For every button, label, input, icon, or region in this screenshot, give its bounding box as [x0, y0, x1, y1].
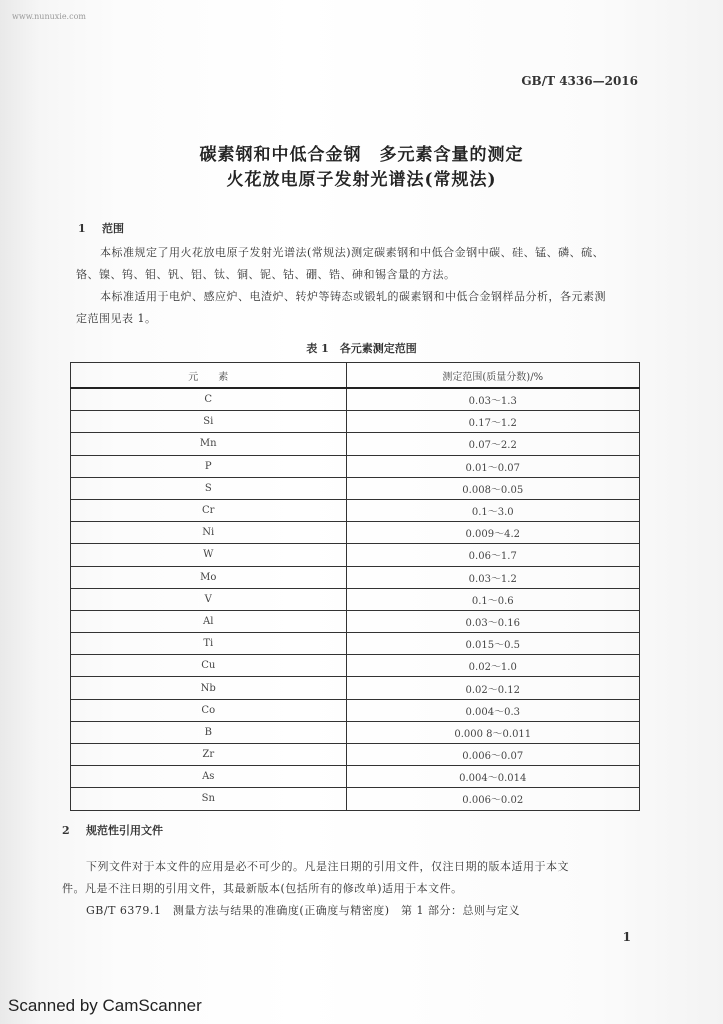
element-cell: Mn — [71, 433, 347, 455]
table-row — [71, 455, 640, 477]
section-1-heading — [78, 220, 124, 236]
range-cell: 0.03～0.16 — [346, 610, 639, 632]
range-cell: 0.1～0.6 — [346, 588, 639, 610]
range-cell: 0.03～1.3 — [346, 388, 639, 411]
standard-number: GB/T 4336—2016 — [521, 74, 638, 88]
paragraph-line: 本标准适用于电炉、感应炉、电渣炉、转炉等铸态或锻轧的碳素钢和中低合金钢样品分析，各元素测 — [100, 290, 606, 303]
section-title: 规范性引用文件 — [86, 824, 163, 837]
element-range-table — [70, 362, 640, 811]
element-cell: Mo — [71, 566, 347, 588]
paragraph-line: 定范围见表 1。 — [76, 312, 157, 325]
element-cell: P — [71, 455, 347, 477]
range-cell: 0.02～1.0 — [346, 655, 639, 677]
element-cell: S — [71, 477, 347, 499]
table-row — [71, 744, 640, 766]
section-number: 2 — [62, 824, 70, 837]
table-row — [71, 388, 640, 411]
element-cell: Si — [71, 411, 347, 433]
element-cell: C — [71, 388, 347, 411]
table-row — [71, 522, 640, 544]
range-cell: 0.02～0.12 — [346, 677, 639, 699]
section-title: 范围 — [102, 222, 124, 235]
element-cell: Al — [71, 610, 347, 632]
range-cell: 0.1～3.0 — [346, 499, 639, 521]
watermark: www.nunuxie.com — [12, 12, 86, 21]
range-cell: 0.006～0.02 — [346, 788, 639, 810]
range-cell: 0.004～0.014 — [346, 766, 639, 788]
element-cell: Ti — [71, 633, 347, 655]
range-cell: 0.008～0.05 — [346, 477, 639, 499]
range-cell: 0.07～2.2 — [346, 433, 639, 455]
table-row — [71, 610, 640, 632]
element-cell: Nb — [71, 677, 347, 699]
paragraph-line: 下列文件对于本文件的应用是必不可少的。凡是注日期的引用文件，仅注日期的版本适用于本文 — [86, 860, 569, 873]
element-cell: Cr — [71, 499, 347, 521]
table-row — [71, 411, 640, 433]
paragraph-line: 铬、镍、钨、钼、钒、铝、钛、铜、铌、钴、硼、锆、砷和锡含量的方法。 — [76, 268, 456, 281]
table-row — [71, 499, 640, 521]
table-row — [71, 566, 640, 588]
table-row — [71, 655, 640, 677]
table-row — [71, 766, 640, 788]
table-row — [71, 633, 640, 655]
range-cell: 0.000 8～0.011 — [346, 721, 639, 743]
table-row — [71, 699, 640, 721]
table-row — [71, 788, 640, 810]
column-header-range: 测定范围(质量分数)/% — [346, 363, 639, 389]
table-row — [71, 721, 640, 743]
element-cell: As — [71, 766, 347, 788]
scanner-watermark: Scanned by CamScanner — [8, 996, 202, 1015]
element-cell: Zr — [71, 744, 347, 766]
element-cell: B — [71, 721, 347, 743]
element-cell: W — [71, 544, 347, 566]
element-cell: V — [71, 588, 347, 610]
title-line-1: 碳素钢和中低合金钢 多元素含量的测定 — [199, 145, 524, 165]
element-cell: Cu — [71, 655, 347, 677]
range-cell: 0.01～0.07 — [346, 455, 639, 477]
paragraph-line: 件。凡是不注日期的引用文件，其最新版本(包括所有的修改单)适用于本文件。 — [62, 882, 463, 895]
table-row — [71, 544, 640, 566]
range-cell: 0.03～1.2 — [346, 566, 639, 588]
element-cell: Co — [71, 699, 347, 721]
title-line-2: 火花放电原子发射光谱法(常规法) — [226, 170, 497, 190]
range-cell: 0.009～4.2 — [346, 522, 639, 544]
range-cell: 0.015～0.5 — [346, 633, 639, 655]
table-body — [71, 388, 640, 810]
table-header-row — [71, 363, 640, 389]
range-cell: 0.004～0.3 — [346, 699, 639, 721]
element-cell: Ni — [71, 522, 347, 544]
page-number: 1 — [622, 930, 631, 944]
table-row — [71, 677, 640, 699]
element-cell: Sn — [71, 788, 347, 810]
range-cell: 0.06～1.7 — [346, 544, 639, 566]
range-cell: 0.006～0.07 — [346, 744, 639, 766]
paragraph-line: 本标准规定了用火花放电原子发射光谱法(常规法)测定碳素钢和中低合金钢中碳、硅、锰、磷、硫、 — [100, 246, 605, 259]
section-2-heading — [62, 822, 163, 838]
table-row — [71, 433, 640, 455]
column-header-element: 元 素 — [71, 363, 347, 389]
range-cell: 0.17～1.2 — [346, 411, 639, 433]
table-caption: 表 1 各元素测定范围 — [306, 342, 417, 355]
reference-entry: GB/T 6379.1 测量方法与结果的准确度(正确度与精密度) 第 1 部分：总则与定义 — [86, 904, 520, 917]
table-row — [71, 477, 640, 499]
section-number: 1 — [78, 222, 86, 235]
table-row — [71, 588, 640, 610]
